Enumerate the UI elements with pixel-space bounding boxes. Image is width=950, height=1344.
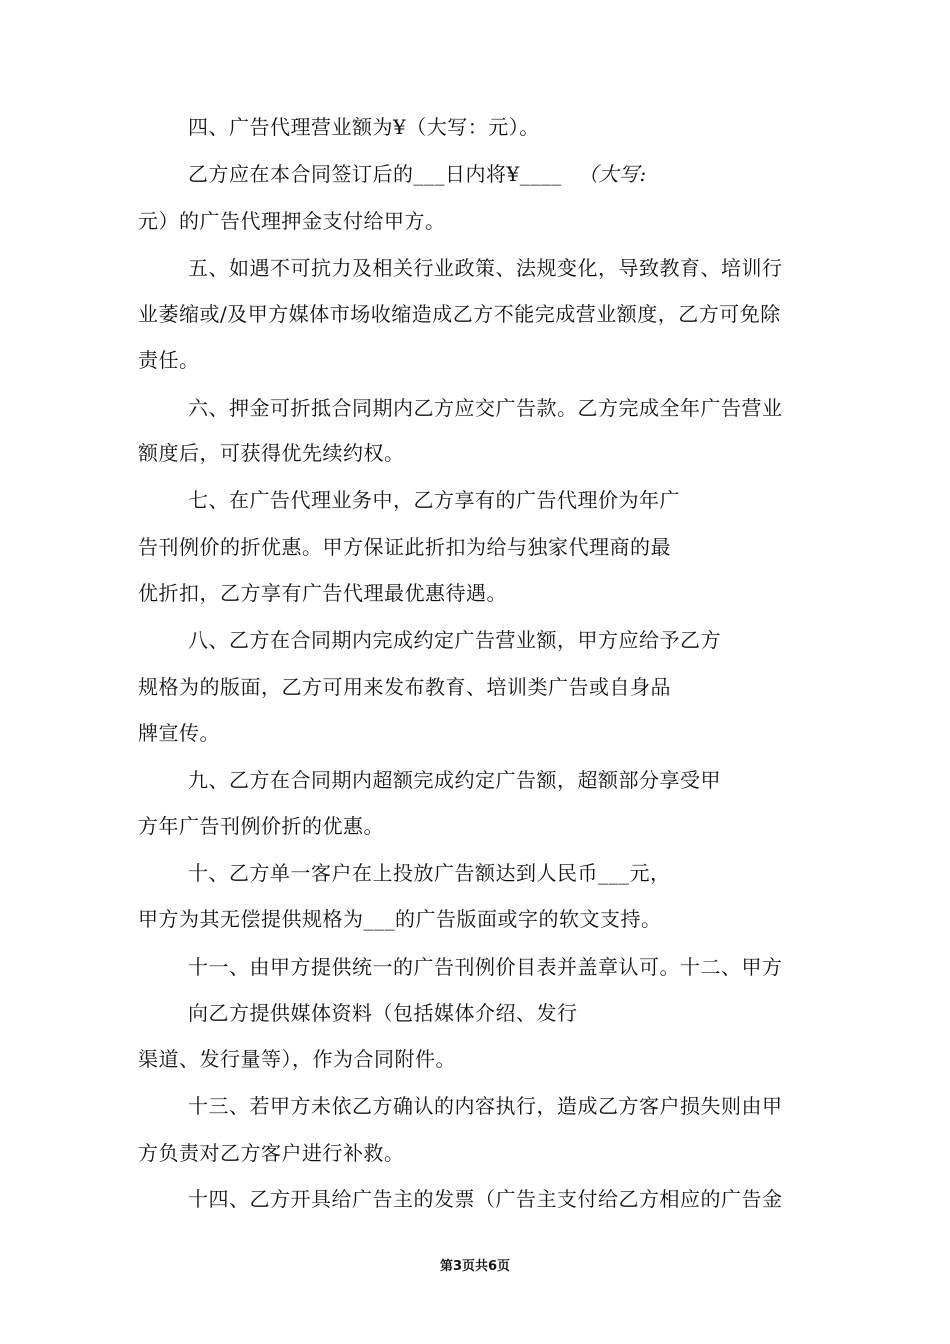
paragraph-line: 十三、若甲方未依乙方确认的内容执行，造成乙方客户损失则由甲 <box>188 1094 783 1118</box>
paragraph-line: 六、押金可折抵合同期内乙方应交广告款。乙方完成全年广告营业 <box>188 396 783 420</box>
paragraph-line: 十、乙方单一客户在上投放广告额达到人民币___元， <box>188 861 671 885</box>
paragraph-line: 渠道、发行量等），作为合同附件。 <box>138 1047 456 1071</box>
paragraph-line: 四、广告代理营业额为¥（大写：元）。 <box>188 115 540 139</box>
paragraph-line: 八、乙方在合同期内完成约定广告营业额，甲方应给予乙方 <box>188 628 721 652</box>
page-number-footer: 第3页共6页 <box>439 1259 511 1274</box>
paragraph-line: 十四、乙方开具给广告主的发票（广告主支付给乙方相应的广告金 <box>188 1187 783 1211</box>
paragraph-line: 元）的广告代理押金支付给甲方。 <box>138 209 446 233</box>
paragraph-line: 方负责对乙方客户进行补救。 <box>138 1141 405 1165</box>
paragraph-line: 优折扣，乙方享有广告代理最优惠待遇。 <box>138 581 507 605</box>
paragraph-line: 责任。 <box>138 348 200 372</box>
paragraph-line: 业萎缩或/及甲方媒体市场收缩造成乙方不能完成营业额度，乙方可免除 <box>138 302 781 326</box>
paragraph-line: 乙方应在本合同签订后的___日内将¥____ <box>188 162 562 186</box>
paragraph-line: 告刊例价的折优惠。甲方保证此折扣为给与独家代理商的最 <box>138 535 671 559</box>
paragraph-line: 牌宣传。 <box>138 721 220 745</box>
paragraph-line: 十一、由甲方提供统一的广告刊例价目表并盖章认可。十二、甲方 <box>188 955 783 979</box>
paragraph-line: 方年广告刊例价折的优惠。 <box>138 814 384 838</box>
paragraph-line: 七、在广告代理业务中，乙方享有的广告代理价为年广 <box>188 488 680 512</box>
paragraph-line: 甲方为其无偿提供规格为___的广告版面或字的软文支持。 <box>138 907 662 931</box>
paragraph-line: 九、乙方在合同期内超额完成约定广告额，超额部分享受甲 <box>188 768 721 792</box>
paragraph-line: 规格为的版面，乙方可用来发布教育、培训类广告或自身品 <box>138 675 671 699</box>
paragraph-line: 向乙方提供媒体资料（包括媒体介绍、发行 <box>188 1001 578 1025</box>
paragraph-line: 五、如遇不可抗力及相关行业政策、法规变化，导致教育、培训行 <box>188 256 783 280</box>
paragraph-line: （大写: <box>578 162 647 186</box>
paragraph-line: 额度后，可获得优先续约权。 <box>138 441 405 465</box>
